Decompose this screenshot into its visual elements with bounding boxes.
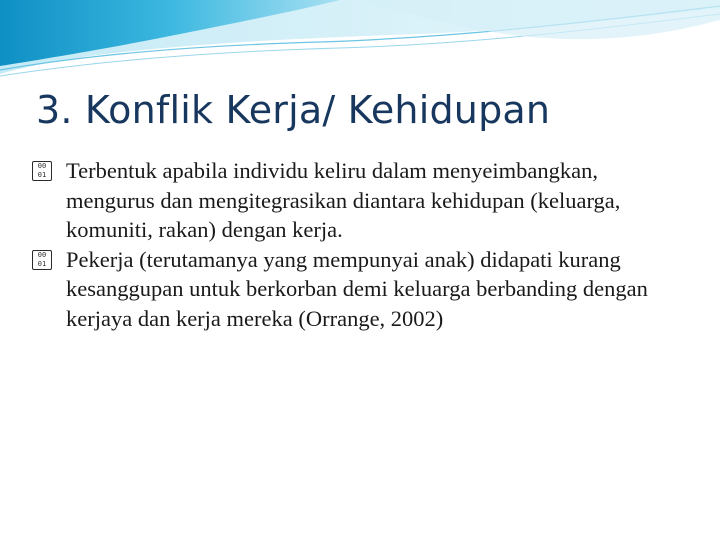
- bullet-text-2: Pekerja (terutamanya yang mempunyai anak) didapati kurang kesanggupan untuk berkorban demi keluarga berbanding dengan kerjaya dan kerja mereka (Orrange, 2002): [66, 246, 648, 331]
- bullet-text-1: Terbentuk apabila individu keliru dalam menyeimbangkan, mengurus dan mengitegrasikan diantara kehidupan (keluarga, komuniti, rakan) dengan kerja.: [66, 158, 621, 242]
- bullet-list: [32, 156, 682, 333]
- bullet-item-2: [32, 245, 682, 334]
- missing-glyph-bullet-icon: 00 01: [32, 161, 52, 181]
- slide-title: 3. Konflik Kerja/ Kehidupan: [36, 88, 551, 132]
- bullet-item-1: [32, 156, 682, 245]
- missing-glyph-bullet-icon: 00 01: [32, 250, 52, 270]
- header-wave-decoration: [0, 0, 720, 90]
